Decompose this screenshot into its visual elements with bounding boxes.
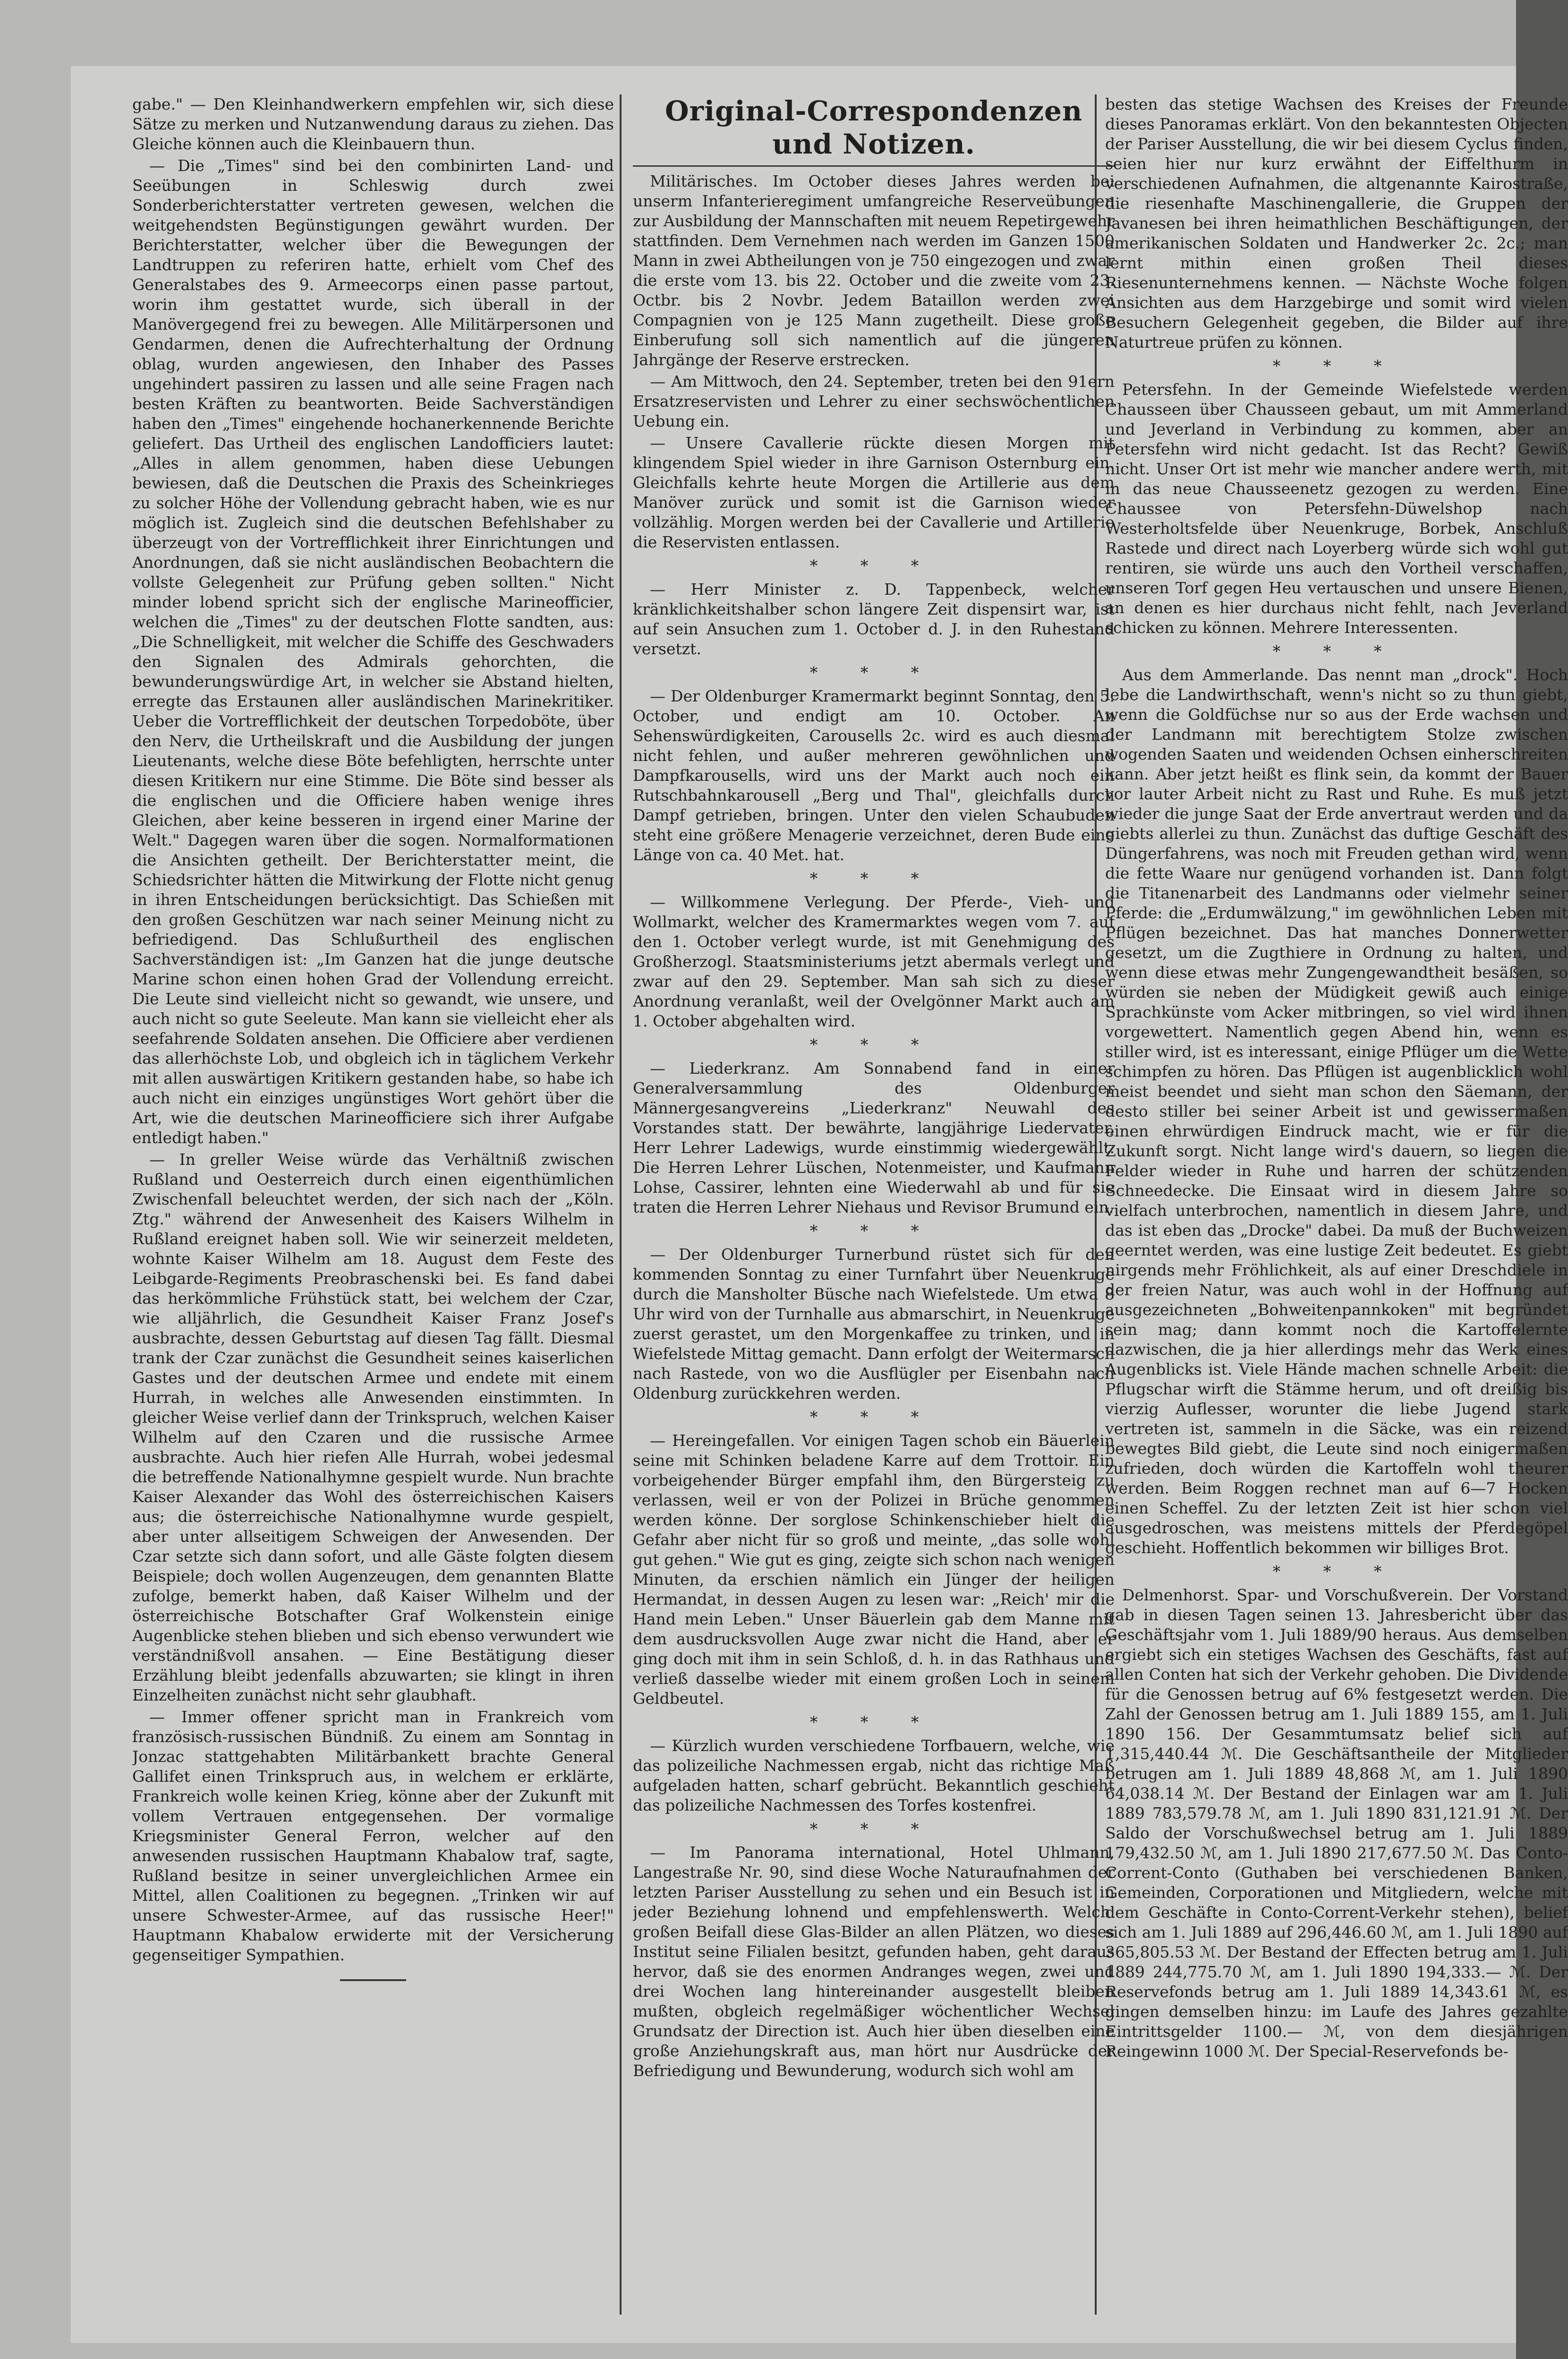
article-cavalry: — Unsere Cavallerie rückte diesen Morgen mit klingendem Spiel wieder in ihre Garnison Osternburg ein. Gleichfalls kehrte heute Morgen die Artillerie aus dem Manöver zurück und somit ist die Garnison wieder vollzählig. Morgen werden bei der Cavallerie und Artillerie die Reservisten entlassen. — [633, 434, 1115, 551]
asterism: * * * — [1272, 357, 1401, 375]
asterism: * * * — [810, 1222, 938, 1240]
article-turnerbund: — Der Oldenburger Turnerbund rüstet sich für den kommenden Sonntag zu einer Turnfahrt über Neuenkruge durch die Mansholter Büsche nach Wiefelstede. Um etwa 8 Uhr wird von der Turnhalle aus abmarschirt, in Neuenkruge zuerst gerastet, um den Morgenkaffee zu trinken, und in Wiefelstede Mittag gemacht. Dann erfolgt der Weitermarsch nach Rastede, von wo die Ausflügler per Eisenbahn nach Oldenburg zurückkehren werden. — [633, 1245, 1115, 1402]
asterism: * * * — [810, 1713, 938, 1731]
asterism: * * * — [810, 869, 938, 888]
article-petersfehn: Petersfehn. In der Gemeinde Wiefelstede werden Chausseen über Chausseen gebaut, um mit Ammerland und Jeverland in Verbindung zu kommen, aber an Petersfehn wird nicht gedacht. Ist das Recht? Gewiß nicht. Unser Ort ist mehr wie mancher andere werth, mit in das neue Chausseenetz gezogen zu werden. Eine Chaussee von Petersfehn-Düwelshop nach Westerholtsfelde über Neuenkruge, Borbek, Anschluß Rastede und direct nach Loyerberg würde sich wohl gut rentiren, sie würde uns auch den Vortheil verschaffen, unseren Torf gegen Heu vertauschen und unsere Bienen, an denen es hier durchaus nicht fehlt, nach Jeverland schicken zu können. Mehrere Interessenten. — [1105, 380, 1568, 637]
article-torfbauern: — Kürzlich wurden verschiedene Torfbauern, welche, wie das polizeiliche Nachmessen ergab, nicht das richtige Maß aufgeladen hatten, scharf gebrücht. Bekanntlich geschieht das polizeiliche Nachmessen des Torfes kostenfrei. — [633, 1736, 1115, 1814]
asterism: * * * — [810, 1408, 938, 1426]
section-end-rule — [340, 1979, 406, 1981]
article-ammerlande: Aus dem Ammerlande. Das nennt man „drock". Hoch lebe die Landwirthschaft, wenn's nicht so zu thun giebt, wenn die Goldfüchse nur so aus der Erde wachsen und der Landmann mit berechtigtem Stolze zwischen wogenden Saaten und weidenden Ochsen einherschreiten kann. Aber jetzt heißt es flink sein, da kommt der Bauer vor lauter Arbeit nicht zu Rast und Ruhe. Es muß jetzt wieder die junge Saat der Erde anvertraut werden und da giebts allerlei zu thun. Zunächst das duftige Geschäft des Düngerfahrens, was noch mit Freuden gethan wird, wenn die fette Waare nur genügend vorhanden ist. Dann folgt die Titanenarbeit des Landmanns oder vielmehr seiner Pferde: die „Erdumwälzung," im gewöhnlichen Leben mit Pflügen bezeichnet. Das hat manches Donnerwetter gesetzt, um die Zugthiere in Ordnung zu halten, und wenn diese etwas mehr Zungengewandtheit besäßen, so würden sie neben der Müdigkeit gewiß auch einige Sprachkünste vom Acker mitbringen, so viel wird ihnen vorgewettert. Namentlich gegen Abend hin, wenn es stiller wird, ist es interessant, einige Pflüger um die Wette schimpfen zu hören. Das Pflügen ist augenblicklich wohl meist beendet und sieht man schon den Säemann, der desto stiller bei seiner Arbeit ist und gewissermaßen einen ehrwürdigen Eindruck macht, wie er für die Zukunft sorgt. Nicht lange wird's dauern, so liegen die Felder wieder in Ruhe und harren der schützenden Schneedecke. Die Einsaat wird in diesem Jahre so vielfach unterbrochen, namentlich in diesem Jahre, und das ist eben das „Drocke" dabei. Da muß der Buchweizen geerntet werden, was eine lustige Zeit bedeutet. Es giebt nirgends mehr Fröhlichkeit, als auf einer Dreschdiele in der freien Natur, was auch wohl in der Hoffnung auf ausgezeichneten „Bohweitenpannkoken" mit begründet sein mag; dann kommt noch die Kartoffelernte dazwischen, die ja hier allerdings mehr das Werk eines Augenblicks ist. Viele Hände machen schnelle Arbeit: die Pflugschar wirft die Stämme herum, und oft dreißig bis vierzig Auflesser, worunter die liebe Jugend stark vertreten ist, sammeln in die Säcke, was ein reizend bewegtes Bild giebt, die Leute sind noch einigermaßen zufrieden, doch würden die Kartoffeln wohl theurer werden. Beim Roggen rechnet man auf 6—7 Hocken einen Scheffel. Zu der letzten Zeit ist hier schon viel ausgedroschen, was meistens mittels der Pferdegöpel geschieht. Hoffentlich bekommen wir billiges Brot. — [1105, 666, 1568, 1557]
article-hereingefallen: — Hereingefallen. Vor einigen Tagen schob ein Bäuerlein seine mit Schinken beladene Karre auf dem Trottoir. Ein vorbeigehender Bürger empfahl ihm, den Bürgersteig zu verlassen, weil er von der Polizei in Brüche genommen werden könne. Der sorglose Schinkenschieber hielt die Gefahr aber nicht für so groß und meinte, „das solle wohl gut gehen." Wie gut es ging, zeigte sich schon nach wenigen Minuten, da erschien nämlich ein Jünger der heiligen Hermandat, in dessen Augen zu lesen war: „Reich' mir die Hand mein Leben." Unser Bäuerlein gab dem Manne mit dem ausdrucksvollen Auge zwar nicht die Hand, aber er ging doch mit ihm in sein Schloß, d. h. in das Rathhaus und verließ dasselbe wieder mit einem großen Loch in seinem Geldbeutel. — [633, 1431, 1115, 1708]
asterism: * * * — [810, 663, 938, 682]
article-panorama: — Im Panorama international, Hotel Uhlmann, Langestraße Nr. 90, sind diese Woche Naturaufnahmen der letzten Pariser Ausstellung zu sehen und ein Besuch ist in jeder Beziehung lohnend und empfehlenswerth. Welch' großen Beifall diese Glas-Bilder an allen Plätzen, wo dieses Institut seine Filialen besitzt, gefunden haben, geht daraus hervor, daß sie des enormen Andranges wegen, zwei und drei Wochen lang hintereinander ausgestellt bleiben mußten, obgleich regelmäßiger wöchentlicher Wechsel Grundsatz der Direction ist. Auch hier üben dieselben eine große Anziehungskraft aus, man hört nur Ausdrücke der Befriedigung und Bewunderung, wodurch sich wohl am — [633, 1843, 1115, 2080]
asterism: * * * — [810, 1035, 938, 1054]
section-masthead: Original-Correspondenzen und Notizen. — [633, 94, 1115, 167]
asterism: * * * — [810, 1820, 938, 1838]
article-panorama-continued: besten das stetige Wachsen des Kreises der Freunde dieses Panoramas erklärt. Von den bekanntesten Objecten der Pariser Ausstellung, die wir bei diesem Cyclus finden, seien hier nur kurz erwähnt der Eiffelthurm in verschiedenen Aufnahmen, die altgenannte Kairostraße, die riesenhafte Maschinengallerie, die Gruppen der Javanesen bei ihren heimathlichen Beschäftigungen, der amerikanischen Soldaten und Handwerker 2c. 2c.; man lernt mithin einen großen Theil dieses Riesenunternehmens kennen. — Nächste Woche folgen Ansichten aus dem Harzgebirge und somit wird vielen Besuchern Gelegenheit gegeben, die Bilder auf ihre Naturtreue prüfen zu können. — [1105, 95, 1568, 351]
column-right — [1105, 94, 1568, 2315]
article-franco-russian: — Immer offener spricht man in Frankreich vom französisch-russischen Bündniß. Zu einem am Sonntag in Jonzac stattgehabten Militärbankett brachte General Gallifet einen Trinkspruch aus, in welchem er erklärte, Frankreich wolle keinen Krieg, könne aber der Zukunft mit vollem Vertrauen entgegensehen. Der vormalige Kriegsminister General Ferron, welcher auf den anwesenden russischen Hauptmann Khabalow traf, sagte, Rußland besitze in seiner unvergleichlichen Armee ein Mittel, allen Coalitionen zu begegnen. „Trinken wir auf unsere Schwester-Armee, auf das russische Heer!" Hauptmann Khabalow erwiderte mit der Versicherung gegenseitiger Sympathien. — [132, 1708, 614, 1964]
article-paragraph: gabe." — Den Kleinhandwerkern empfehlen wir, sich diese Sätze zu merken und Nutzanwendung daraus zu ziehen. Das Gleiche können auch die Kleinbauern thun. — [132, 95, 614, 153]
article-russia-austria: — In greller Weise würde das Verhältniß zwischen Rußland und Oesterreich durch einen eigenthümlichen Zwischenfall beleuchtet werden, der sich nach der „Köln. Ztg." während der Anwesenheit des Kaisers Wilhelm in Rußland ereignet haben soll. Wie wir seinerzeit meldeten, wohnte Kaiser Wilhelm am 18. August dem Feste des Leibgarde-Regiments Preobraschenski bei. Es fand dabei das herkömmliche Frühstück statt, bei welchem der Czar, wie alljährlich, die Gesundheit Kaiser Franz Josef's ausbrachte, dessen Geburtstag auf diesen Tag fällt. Diesmal trank der Czar zunächst die Gesundheit seines kaiserlichen Gastes und der deutschen Armee und endete mit einem Hurrah, in welches alle Anwesenden einstimmten. In gleicher Weise verlief dann der Trinkspruch, welchen Kaiser Wilhelm auf den Czaren und die russische Armee ausbrachte. Auch hier riefen Alle Hurrah, wobei jedesmal die betreffende Nationalhymne gespielt wurde. Nun brachte Kaiser Alexander das Wohl des österreichischen Kaisers aus; die österreichische Nationalhymne wurde gespielt, aber unter allseitigem Schweigen der Anwesenden. Der Czar setzte sich dann sofort, und alle Gäste folgten diesem Beispiele; doch wollen Augenzeugen, dem genannten Blatte zufolge, bemerkt haben, daß Kaiser Wilhelm und der österreichische Botschafter Graf Wolkenstein einige Augenblicke stehen blieben und sich ebenso verwundert wie verständnißvoll ansahen. — Eine Bestätigung dieser Erzählung bleibt jedenfalls abzuwarten; sie klingt in ihren Einzelheiten zunächst nicht sehr glaubhaft. — [132, 1150, 614, 1704]
article-militaerisches: Militärisches. Im October dieses Jahres werden bei unserm Infanterieregiment umfangreiche Reserveübungen zur Ausbildung der Mannschaften mit neuem Repetirgewehr stattfinden. Dem Vernehmen nach werden im Ganzen 1500 Mann in zwei Abtheilungen von je 750 eingezogen und zwar die erste vom 13. bis 22. October und die zweite vom 23. Octbr. bis 2 Novbr. Jedem Bataillon werden zwei Compagnien von je 125 Mann zugetheilt. Diese große Einberufung soll sich namentlich auf die jüngeren Jahrgänge der Reserve erstrecken. — [633, 172, 1115, 369]
column-left — [132, 94, 614, 2315]
article-liederkranz: — Liederkranz. Am Sonnabend fand in einer Generalversammlung des Oldenburger Männergesangvereins „Liederkranz" Neuwahl des Vorstandes statt. Der bewährte, langjährige Liedervater, Herr Lehrer Ladewigs, wurde einstimmig wiedergewählt. Die Herren Lehrer Lüschen, Notenmeister, und Kaufmann Lohse, Cassirer, lehnten eine Wiederwahl ab und für sie traten die Herren Lehrer Niehaus und Revisor Brumund ein. — [633, 1059, 1115, 1216]
article-verlegung: — Willkommene Verlegung. Der Pferde-, Vieh- und Wollmarkt, welcher des Kramermarktes wegen vom 7. auf den 1. October verlegt wurde, ist mit Genehmigung des Großherzogl. Staatsministeriums jetzt abermals verlegt und zwar auf den 29. September. Man sah sich zu dieser Anordnung veranlaßt, weil der Ovelgönner Markt auch am 1. October abgehalten wird. — [633, 893, 1115, 1030]
article-times-manoeuvres: — Die „Times" sind bei den combinirten Land- und Seeübungen in Schleswig durch zwei Sonderberichterstatter vertreten gewesen, welchen die weitgehendsten Begünstigungen gewährt wurden. Der Berichterstatter, welcher über die Bewegungen der Landtruppen zu referiren hatte, erhielt vom Chef des Generalstabes des 9. Armeecorps einen passe partout, worin ihm gestattet wurde, sich überall in der Manövergegend frei zu bewegen. Alle Militärpersonen und Gendarmen, denen die Aufrechterhaltung der Ordnung oblag, wurden angewiesen, den Inhaber des Passes ungehindert passiren zu lassen und alle seine Fragen nach besten Kräften zu beantworten. Beide Sachverständigen haben den „Times" eingehende hochanerkennende Berichte geliefert. Das Urtheil des englischen Landofficiers lautet: „Alles in allem genommen, haben diese Uebungen bewiesen, daß die Deutschen die Praxis des Scheinkrieges zu solcher Höhe der Vollendung gebracht haben, wie es nur möglich ist. Zugleich sind die deutschen Befehlshaber zu überzeugt von der Vortrefflichkeit ihrer Einrichtungen und Anordnungen, daß sie nicht ausländischen Beobachtern die vollste Gelegenheit zur Prüfung geben sollten." Nicht minder lobend spricht sich der englische Marineofficier, welchen die „Times" zu der deutschen Flotte sandten, aus: „Die Schnelligkeit, mit welcher die Schiffe des Geschwaders den Signalen des Admirals gehorchten, die bewunderungswürdige Art, in welcher sie Abstand hielten, erregte das Erstaunen aller ausländischen Marinekritiker. Ueber die Vortrefflichkeit der deutschen Torpedoböte, über den Nerv, die Urtheilskraft und die Ausbildung der jungen Lieutenants, welche diese Böte befehligten, herrschte unter diesen Kritikern nur eine Stimme. Die Böte sind besser als die englischen und die Officiere haben wenige ihres Gleichen, aber keine besseren in irgend einer Marine der Welt." Dagegen waren über die sogen. Normalformationen die Ansichten getheilt. Der Berichterstatter meint, die Schiedsrichter hätten die Mitwirkung der Flotte nicht genug in ihren Entscheidungen berücksichtigt. Das Schießen mit den großen Geschützen war nach seiner Meinung nicht zu befriedigend. Das Schlußurtheil des englischen Sachverständigen ist: „Im Ganzen hat die junge deutsche Marine schon einen hohen Grad der Vollendung erreicht. Die Leute sind vielleicht nicht so gewandt, wie unsere, und auch nicht so gute Seeleute. Man kann sie vielleicht eher als seefahrende Soldaten ansehen. Die Officiere aber verdienen das allerhöchste Lob, und obgleich ich in täglichem Verkehr mit allen auswärtigen Kritikern gestanden habe, so habe ich auch nicht ein einziges ungünstiges Wort gehört über die Art, wie die deutschen Marineofficiere sich ihrer Aufgabe entledigt haben." — [132, 156, 614, 1147]
column-rule-1 — [620, 94, 622, 2315]
asterism: * * * — [810, 556, 938, 575]
article-delmenhorst: Delmenhorst. Spar- und Vorschußverein. Der Vorstand gab in diesen Tagen seinen 13. Jahresbericht über das Geschäftsjahr vom 1. Juli 1889/90 heraus. Aus demselben ergiebt sich ein stetiges Wachsen des Geschäfts, fast auf allen Conten hat sich der Verkehr gehoben. Die Dividende für die Genossen betrug auf 6% festgesetzt werden. Die Zahl der Genossen betrug am 1. Juli 1889 155, am 1. Juli 1890 156. Der Gesammtumsatz belief sich auf 1,315,440.44 ℳ. Die Geschäftsantheile der Mitglieder betrugen am 1. Juli 1889 48,868 ℳ, am 1. Juli 1890 64,038.14 ℳ. Der Bestand der Einlagen war am 1. Juli 1889 783,579.78 ℳ, am 1. Juli 1890 831,121.91 ℳ. Der Saldo der Vorschußwechsel betrug am 1. Juli 1889 179,432.50 ℳ, am 1. Juli 1890 217,677.50 ℳ. Das Conto-Corrent-Conto (Guthaben bei verschiedenen Banken, Gemeinden, Corporationen und Mitgliedern, welche mit dem Geschäfte in Conto-Corrent-Verkehr stehen), belief sich am 1. Juli 1889 auf 296,446.60 ℳ, am 1. Juli 1890 auf 365,805.53 ℳ. Der Bestand der Effecten betrug am 1. Juli 1889 244,775.70 ℳ, am 1. Juli 1890 194,333.— ℳ. Der Reservefonds betrug am 1. Juli 1889 14,343.61 ℳ, es gingen demselben hinzu: im Laufe des Jahres gezahlte Eintrittsgelder 1100.— ℳ, von dem diesjährigen Reingewinn 1000 ℳ. Der Special-Reservefonds be- — [1105, 1586, 1568, 2060]
article-kramermarkt: — Der Oldenburger Kramermarkt beginnt Sonntag, den 5. October, und endigt am 10. October. An Sehenswürdigkeiten, Carousells 2c. wird es auch diesmal nicht fehlen, und außer mehreren gewöhnlichen und Dampfkarousells, wird uns der Markt auch noch ein Rutschbahnkarousell „Berg und Thal", gleichfalls durch Dampf getrieben, bringen. Unter den vielen Schaubuden steht eine größere Menagerie verzeichnet, deren Bude eine Länge von ca. 40 Met. hat. — [633, 687, 1115, 864]
column-middle — [633, 94, 1115, 2315]
asterism: * * * — [1272, 1562, 1401, 1581]
asterism: * * * — [1272, 642, 1401, 660]
article-minister: — Herr Minister z. D. Tappenbeck, welcher kränklichkeitshalber schon längere Zeit dispensirt war, ist auf sein Ansuchen zum 1. October d. J. in den Ruhestand versetzt. — [633, 580, 1115, 658]
article-reservists: — Am Mittwoch, den 24. September, treten bei den 91ern Ersatzreservisten und Lehrer zu einer sechswöchentlichen Uebung ein. — [633, 372, 1115, 430]
